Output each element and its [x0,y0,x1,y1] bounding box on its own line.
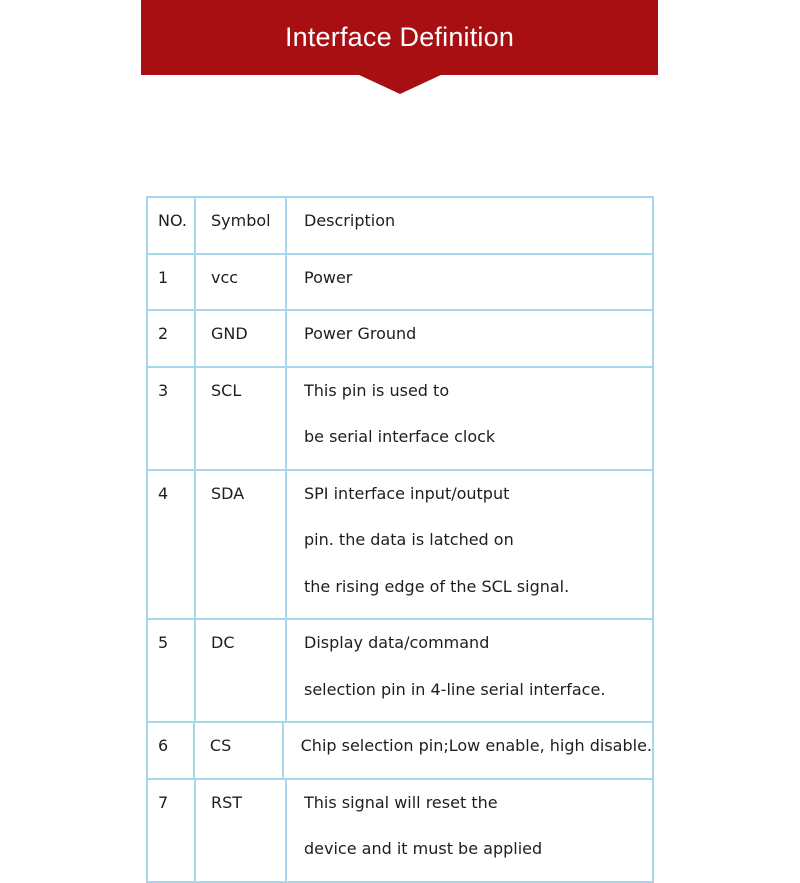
pin-number: 7 [148,780,196,881]
description-line: Power Ground [304,324,417,343]
banner-pointer [357,74,443,94]
description-line: Chip selection pin;Low enable, high disable. [300,736,652,755]
page-title: Interface Definition [284,22,515,52]
description-line: pin. the data is latched on [304,530,514,549]
pin-number: 1 [148,255,196,310]
table-row [148,780,652,883]
column-header-symbol: Symbol [196,198,287,253]
pin-description [287,471,652,619]
pin-number: 4 [148,471,196,619]
description-line: This pin is used to [304,380,450,400]
description-line: device and it must be applied [304,839,543,858]
description-line: selection pin in 4-line serial interface. [304,679,606,699]
table-row [148,255,652,312]
pin-number: 3 [148,368,196,469]
table-row [148,311,652,368]
pin-symbol: vcc [196,255,287,310]
table-header-row [148,198,652,255]
table-row [148,620,652,723]
column-header-description: Description [304,211,396,230]
table-body [148,255,652,883]
pin-number: 2 [148,311,196,366]
pin-symbol: SCL [196,368,287,469]
description-line: be serial interface clock [304,427,496,446]
description-line: This signal will reset the [304,792,498,812]
pin-symbol: DC [196,620,287,721]
pin-number: 5 [148,620,196,721]
pin-description [287,368,652,469]
column-header-no: NO. [148,198,196,253]
interface-table [146,196,654,883]
pin-description [287,780,652,881]
description-line: Display data/command [304,633,490,652]
pin-symbol: SDA [196,471,287,619]
table-row [148,723,652,780]
pin-symbol: CS [195,723,284,778]
pin-symbol: GND [196,311,287,366]
description-line: Power [304,267,353,287]
pin-symbol: RST [196,780,287,881]
table-row [148,471,652,621]
description-line: SPI interface input/output [304,483,510,503]
description-line: the rising edge of the SCL signal. [304,576,570,596]
table-row [148,368,652,471]
pin-description [287,255,652,310]
pin-description [284,723,652,778]
pin-description [287,620,652,721]
pin-description [287,311,652,366]
pin-number: 6 [148,723,195,778]
